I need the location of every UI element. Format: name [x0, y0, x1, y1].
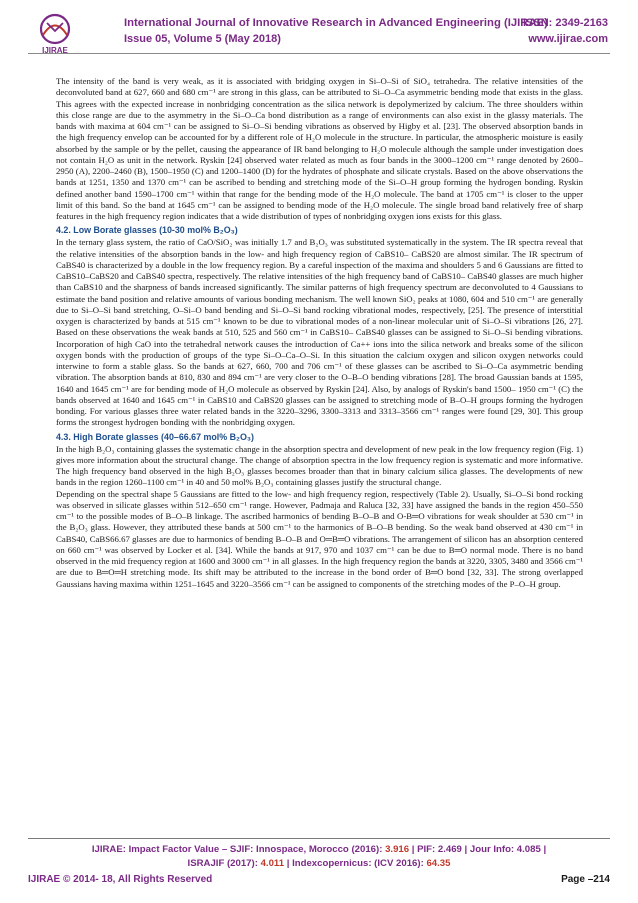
footer-metrics-line-1	[28, 844, 610, 855]
section-heading-low-borate: 4.2. Low Borate glasses (10-30 mol% B₂O₃)	[56, 225, 238, 236]
copyright: IJIRAE © 2014- 18, All Rights Reserved	[28, 874, 213, 885]
footer-text: IJIRAE: Impact Factor Value – SJIF: Innospace, Morocco (2016):	[91, 844, 386, 855]
header-divider	[28, 53, 610, 54]
issn: ISSN: 2349-2163	[523, 17, 608, 29]
journal-title: International Journal of Innovative Research in Advanced Engineering (IJIRAE)	[124, 17, 548, 29]
israjif-value: 4.011	[260, 858, 285, 869]
section-heading-high-borate: 4.3. High Borate glasses (40–66.67 mol% B₂O₃)	[56, 431, 254, 442]
svg-text:IJIRAE: IJIRAE	[42, 46, 68, 55]
footer-text: | PIF: 2.469 | Jour Info: 4.085 |	[409, 844, 547, 855]
footer-divider	[28, 838, 610, 839]
paragraph-3: In the high B₂O₃ containing glasses the systematic change in the absorption spectra and development of new peak in the low frequency region (Fig. 1) gives more information about the structural change. The change of absorption spectra in the low frequency region is systematic and more informative. The high frequency band observed in the high B₂O₃ glasses becomes broader than that in binary calcium silica glasses. The developments of new bands in the region 1260–1100 cm⁻¹ in 40 and 50 mol% B₂O₃ containing glasses justify the structural change.	[56, 443, 583, 488]
page-header	[28, 8, 610, 70]
paragraph-4: Depending on the spectral shape 5 Gaussians are fitted to the low- and high frequency region, respectively (Table 2). Usually, Si–O–Si bond rocking was observed in silicate glasses within 512–650 cm⁻¹ range. However, Padmaja and Raluca [32, 33] have assigned the bands in the region 450–550 cm⁻¹ to the possible modes of B–O–B linkage. The ascribed harmonics of bending B–O–B and O-B═O vibrations for weak shoulder at 530 cm⁻¹ in the B₂O₃ glass. However, they attributed these bands at 500 cm⁻¹ to the harmonics of B–O–B bending. So the weak band observed at 430 cm⁻¹ in CaBS40, CaBS66.67 glasses are due to harmonics of bending B–O–B and O═B═O vibrations. The arrangement of silicon has an absorption centered on 660 cm⁻¹ was observed by Locker et al. [34]. While the bands at 917, 970 and 1037 cm⁻¹ can be due to B═O normal mode. There is no band observed in the mid frequency region at 1600 and 3000 cm⁻¹ in all glasses. In the high frequency region the bands at 3220, 3305, 3480 and 3566 cm⁻¹ are due to B═O═H stretching mode. Its shift may be attributed to the increase in the bond order of B═O bond [32, 33]. The strong overlapped Gaussians having maxima within 1251–1645 and 3220–3566 cm⁻¹ can be assigned to components of the stretching modes of the P–O–H group.	[56, 488, 583, 589]
paragraph-1: The intensity of the band is very weak, as it is associated with bridging oxygen in Si–O–Si of SiO₄ tetrahedra. The relative intensities of the deconvoluted band at 627, 660 and 680 cm⁻¹ are strong in this glass, can be attributed to Si–O–Ca asymmetric bending mode that exists in the glass. This agrees with the expected increase in nonbridging concentration as the silica network is depolymerized by calcium. The three shoulders within this close range are due to the asymmetry in the Si–O–Ca bond distribution as a range of environments can also exist in the glassy materials. The bands with maxima at 604 cm⁻¹ can be assigned to Si–O–Si bending vibrations as observed by Higby et al. [23]. The observed absorption bands in the high frequency envelop can be accounted for by a different role of H₂O molecule in the structure. In particular, the atmospheric moisture is easily absorbed by the sample or by the pellet, causing the appearance of IR band belonging to H₂O molecule although the sample under investigation does not contain H₂O as unit in the network. Ryskin [24] observed water related as much as four bands in the 3000–1200 cm⁻¹ range denoted by 2600–2950 (A), 2200–2460 (B), 1500–1950 (C) and 1200–1400 (D) for the hydrates of phosphate and silicate crystals. Based on the above observations the bands at 1251, 1350 and 1370 cm⁻¹ can be ascribed to bending and stretching mode of the Si–O–H group forming the hydrogen bonding. Ryskin defined another band 1590–1700 cm⁻¹ within that range for the bending mode of the H₂O molecule. The band at 1705 cm⁻¹ is closer to the upper limit of this band. So the band at 1645 cm⁻¹ can be assigned to bending mode of the H₂O molecule. The single broad band relatively free of sharp features in the high frequency region indicates that a wide distribution of types of nonbridging oxygen ions exists for this glass.	[56, 76, 583, 221]
paragraph-2: In the ternary glass system, the ratio of CaO/SiO₂ was initially 1.7 and B₂O₃ was substituted systematically in the system. The IR spectra reveal that the relative intensities of the absorption bands in the low- and high frequency region of CaBS10– CaBS20 are almost similar. The IR spectrum of CaBS40 is characterized by a double in the low frequency region. By a careful inspection of the maxima and shoulders 5 and 6 Gaussians are fitted to CaBS10–CaBS20 and CaBS40 spectra, respectively. The relative intensities of the high frequency band of CaBS10– CaBS40 glasses are much higher than CaBS10 and the sharpness of bands increased significantly. The similar patterns of high frequency spectrum are deconvoluted to 4 Gaussians to estimate the band position and relative amounts of various bonding mechanism. The well known SiO₂ peaks at 1080, 604 and 510 cm⁻¹ are generally due to Si–O–Si band stretching, O–Si–O band bending and Si–O–Si band rocking vibrational modes, respectively, [25]. The presence of interstitial oxygen is characterized by bands at 515 cm⁻¹ known to be due to vibrational modes of a non-linear molecular unit of Si–O–Si vibrations [26, 27]. Based on these observations the weak bands at 510, 525 and 560 cm⁻¹ in CaBS10– CaBS40 glasses can be assigned to Si–O–Si bending vibrations. Incorporation of high CaO into the tetrahedral network causes the introduction of Ca++ ions into the silica network and breaks some of the silicon oxygen bonds with the production of groups of the type Si–O–Ca–O–Si. In this situation the calcium oxygen and silicon oxygen networks could interwine to form a stable glass. So the bands at 627, 660, 700 and 706 cm⁻¹ of these glasses can be ascribed to Si–O–Ca asymmetric bending vibration. The absorption bands at 810, 830 and 894 cm⁻¹ are very closer to the O–B–O bending vibrations [28]. The broad Gaussian bands at 1595, 1640 and 1645 cm⁻¹ are for bending mode of H₂O molecule as observed by Ryskin [24]. Also, by analogs of Ryskin's band 1500– 1950 cm⁻¹ (C) the bands observed at 1640 and 1645 cm⁻¹ in CaBS10 and CaBS20 glasses can be assigned to stretching mode of B–O–H groups forming the hydrogen bonding. For various glasses three water related bands in the 3220–3296, 3300–3313 and 3313–3566 cm⁻¹ ranges were found [29, 30]. This group forms the strongest hydrogen bonding with the nonbridging oxygen.	[56, 237, 583, 428]
sjif-value: 3.916	[385, 844, 410, 855]
page-footer	[28, 838, 610, 896]
footer-text: | Indexcopernicus: (ICV 2016):	[284, 858, 427, 869]
article-body	[56, 76, 583, 590]
journal-logo	[28, 12, 82, 56]
website-link[interactable]: www.ijirae.com	[528, 33, 608, 45]
footer-metrics-line-2	[28, 858, 610, 869]
issue-info: Issue 05, Volume 5 (May 2018)	[124, 33, 281, 45]
icv-value: 64.35	[426, 858, 451, 869]
footer-text: ISRAJIF (2017):	[187, 858, 261, 869]
page-number: Page –214	[561, 874, 610, 885]
